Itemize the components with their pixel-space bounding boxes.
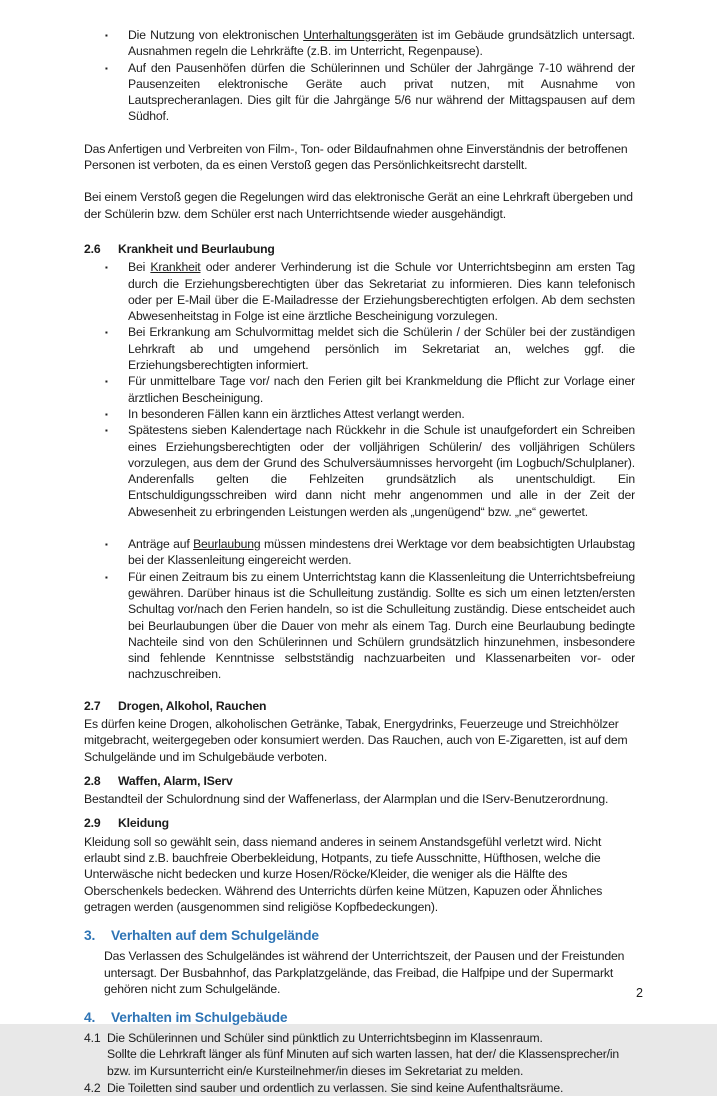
section-body-2-9: Kleidung soll so gewählt sein, dass niemand anderes in seinem Anstandsgefühl verletzt wird. Nicht erlaubt sind z.B. bauchfreie Oberbekleidung, Hotpants, zu tiefe Ausschnitte, Hüfthosen, welche die Unterwäsche nicht bedecken und kurze Hosen/Röcke/Kleider, die weniger als die Hälfte des Oberschenkels bedecken. Während des Unterrichts dürfen keine Mützen, Kapuzen oder Ähnliches getragen werden (ausgenommen sind religiöse Kopfbedeckungen). xyxy=(84,834,603,914)
numbered-item-4-1 xyxy=(84,1030,635,1079)
spacer xyxy=(84,520,635,536)
bullet-text: Die Nutzung von elektronischen xyxy=(128,28,304,42)
section-title: Kleidung xyxy=(118,816,169,831)
section-title: Krankheit und Beurlaubung xyxy=(118,241,275,256)
section-heading-2-7 xyxy=(84,698,635,714)
section-heading-3 xyxy=(84,927,635,945)
bullet-item xyxy=(84,536,635,569)
document-content xyxy=(84,27,635,1096)
section-title: Waffen, Alarm, IServ xyxy=(118,773,233,788)
section-heading-2-8 xyxy=(84,773,635,789)
bullet-marker-icon: ▪ xyxy=(105,63,108,73)
bullet-text: Anträge auf xyxy=(128,537,194,552)
bullet-text: In besonderen Fällen kann ein ärztliches Attest verlangt werden. xyxy=(128,406,465,421)
bullet-marker-icon: ▪ xyxy=(105,377,108,387)
underlined-term: Krankheit xyxy=(150,260,201,275)
bullet-marker-icon: ▪ xyxy=(105,328,108,338)
bullet-text: Für unmittelbare Tage vor/ nach den Ferien gilt bei Krankmeldung die Pflicht zur Vorlage einer ärztlichen Bescheinigung. xyxy=(128,374,635,405)
item-text: Sollte die Lehrkraft länger als fünf Minuten auf sich warten lassen, hat der/ die Klassensprecher/in bzw. im Kursunterricht ein/e Kursteilnehmer/in dieses im Sekretariat zu melden. xyxy=(107,1047,620,1078)
bullet-list-krankheit xyxy=(84,259,635,682)
section-number: 2.6 xyxy=(84,241,101,256)
bullet-text: müssen mindestens drei Werktage vor dem beabsichtigten Urlaubstag bei der Klassenleitung eingereicht werden. xyxy=(128,537,635,568)
bullet-item xyxy=(84,60,635,125)
bullet-text: oder anderer Verhinderung ist die Schule vor Unterrichtsbeginn am ersten Tag durch die Erziehungsberechtigten über das Sekretariat zu informieren. Dies kann telefonisch oder per E-Mail über die E-Mailadresse der Erziehungsberechtigten erfolgen. Ab dem sechsten Abwesenheitstag in Folge ist eine ärztliche Bescheinigung vorzulegen. xyxy=(128,260,635,324)
bullet-marker-icon: ▪ xyxy=(105,31,108,40)
bullet-item xyxy=(84,422,635,520)
bullet-marker-icon: ▪ xyxy=(105,409,108,419)
underlined-term: Beurlaubung xyxy=(193,537,261,552)
section-heading-2-6 xyxy=(84,241,635,257)
bullet-text: Auf den Pausenhöfen dürfen die Schülerinnen und Schüler der Jahrgänge 7-10 während der Pausenzeiten elektronische Geräte auch privat nutzen, mit Ausnahme von Lautsprecheranlagen. Dies gilt für die Jahrgänge 5/6 nur während der Mittagspausen auf dem Südhof. xyxy=(128,60,635,124)
underlined-term: Unterhaltungsgeräten xyxy=(303,28,418,42)
item-number: 4.1 xyxy=(84,1031,101,1046)
section-number: 4. xyxy=(84,1010,96,1026)
section-title: Verhalten auf dem Schulgelände xyxy=(111,928,319,944)
section-number: 3. xyxy=(84,928,96,944)
section-number: 2.7 xyxy=(84,698,101,713)
section-number: 2.9 xyxy=(84,816,101,831)
bullet-item xyxy=(84,406,635,422)
bullet-marker-icon: ▪ xyxy=(105,263,108,273)
section-body-3: Das Verlassen des Schulgeländes ist während der Unterrichtszeit, der Pausen und der Freistunden untersagt. Der Busbahnhof, das Parkplatzgelände, das Freibad, die Halfpipe und der Supermarkt gehören nicht zum Schulgelände. xyxy=(104,949,625,996)
item-text: Die Toiletten sind sauber und ordentlich zu verlassen. Sie sind keine Aufenthaltsräume. xyxy=(107,1081,564,1096)
bullet-text: Bei Erkrankung am Schulvormittag meldet sich die Schülerin / der Schüler bei der zuständigen Lehrkraft ab und umgehend persönlich im Sekretariat an, welches ggf. die Erziehungsberechtigten informiert. xyxy=(128,325,635,373)
bullet-marker-icon: ▪ xyxy=(105,426,108,436)
paragraph-film-aufnahmen: Das Anfertigen und Verbreiten von Film-, Ton- oder Bildaufnahmen ohne Einverständnis der betroffenen Personen ist verboten, da es einen Verstoß gegen das Persönlichkeitsrecht darstellt. xyxy=(84,141,628,173)
section-title: Verhalten im Schulgebäude xyxy=(111,1010,288,1026)
bullet-item xyxy=(84,373,635,406)
section-body-2-8: Bestandteil der Schulordnung sind der Waffenerlass, der Alarmplan und die IServ-Benutzerordnung. xyxy=(84,792,609,807)
item-text: Die Schülerinnen und Schüler sind pünktlich zu Unterrichtsbeginn im Klassenraum. xyxy=(107,1031,543,1046)
page-number: 2 xyxy=(636,986,643,1000)
bullet-list-electronics xyxy=(84,27,635,125)
item-number: 4.2 xyxy=(84,1081,101,1096)
section-body-2-7: Es dürfen keine Drogen, alkoholischen Getränke, Tabak, Energydrinks, Feuerzeuge und Streichhölzer mitgebracht, weitergegeben oder konsumiert werden. Das Rauchen, auch von E-Zigaretten, ist auf dem Schulgelände und im Schulgebäude verboten. xyxy=(84,716,628,764)
bullet-item xyxy=(84,324,635,373)
bullet-item xyxy=(84,569,635,683)
section-title: Drogen, Alkohol, Rauchen xyxy=(118,698,267,713)
numbered-item-4-2 xyxy=(84,1080,635,1096)
bullet-item xyxy=(84,259,635,324)
bullet-item xyxy=(84,27,635,60)
bullet-text: Spätestens sieben Kalendertage nach Rückkehr in die Schule ist unaufgefordert ein Schreiben eines Erziehungsberechtigten oder der volljährigen Schülerin/ des volljährigen Schülers vorzulegen, aus dem der Grund des Schulversäumnisses hervorgeht (im Logbuch/Schulplaner). Anderenfalls gelten die Fehlzeiten grundsätzlich als unentschuldigt. Ein Entschuldigungsschreiben wird dann nicht mehr angenommen und alle in der Zeit der Abwesenheit zu erbringenden Leistungen werden als „ungenügend“ bzw. „ne“ gewertet. xyxy=(128,423,635,519)
bullet-marker-icon: ▪ xyxy=(105,572,108,582)
bullet-text: ist im Gebäude grundsätzlich untersagt. Ausnahmen regeln die Lehrkräfte (z.B. im Unterricht, Regenpause). xyxy=(128,28,635,59)
section-heading-2-9 xyxy=(84,815,635,831)
paragraph-verstoss: Bei einem Verstoß gegen die Regelungen wird das elektronische Gerät an eine Lehrkraft übergeben und der Schülerin bzw. dem Schüler erst nach Unterrichtsende wieder ausgehändigt. xyxy=(84,190,633,221)
bullet-text: Bei xyxy=(128,260,151,275)
bullet-text: Für einen Zeitraum bis zu einem Unterrichtstag kann die Klassenleitung die Unterrichtsbefreiung gewähren. Darüber hinaus ist die Schulleitung zuständig. Sollte es sich um einen letzten/ersten Schultag vor/nach den Ferien handeln, so ist die Schulleitung zuständig. Diese entscheidet auch bei Beurlaubungen über die Dauer von mehr als einem Tag. Durch eine Beurlaubung bedingte Nachteile sind von den Schülerinnen und Schülern grundsätzlich hinzunehmen, insbesondere sind fehlende Kenntnisse selbstständig nachzuarbeiten und Klassenarbeiten vor- oder nachzuschreiben. xyxy=(128,569,635,682)
section-number: 2.8 xyxy=(84,773,101,788)
section-heading-4 xyxy=(84,1009,635,1027)
bullet-marker-icon: ▪ xyxy=(105,540,108,550)
